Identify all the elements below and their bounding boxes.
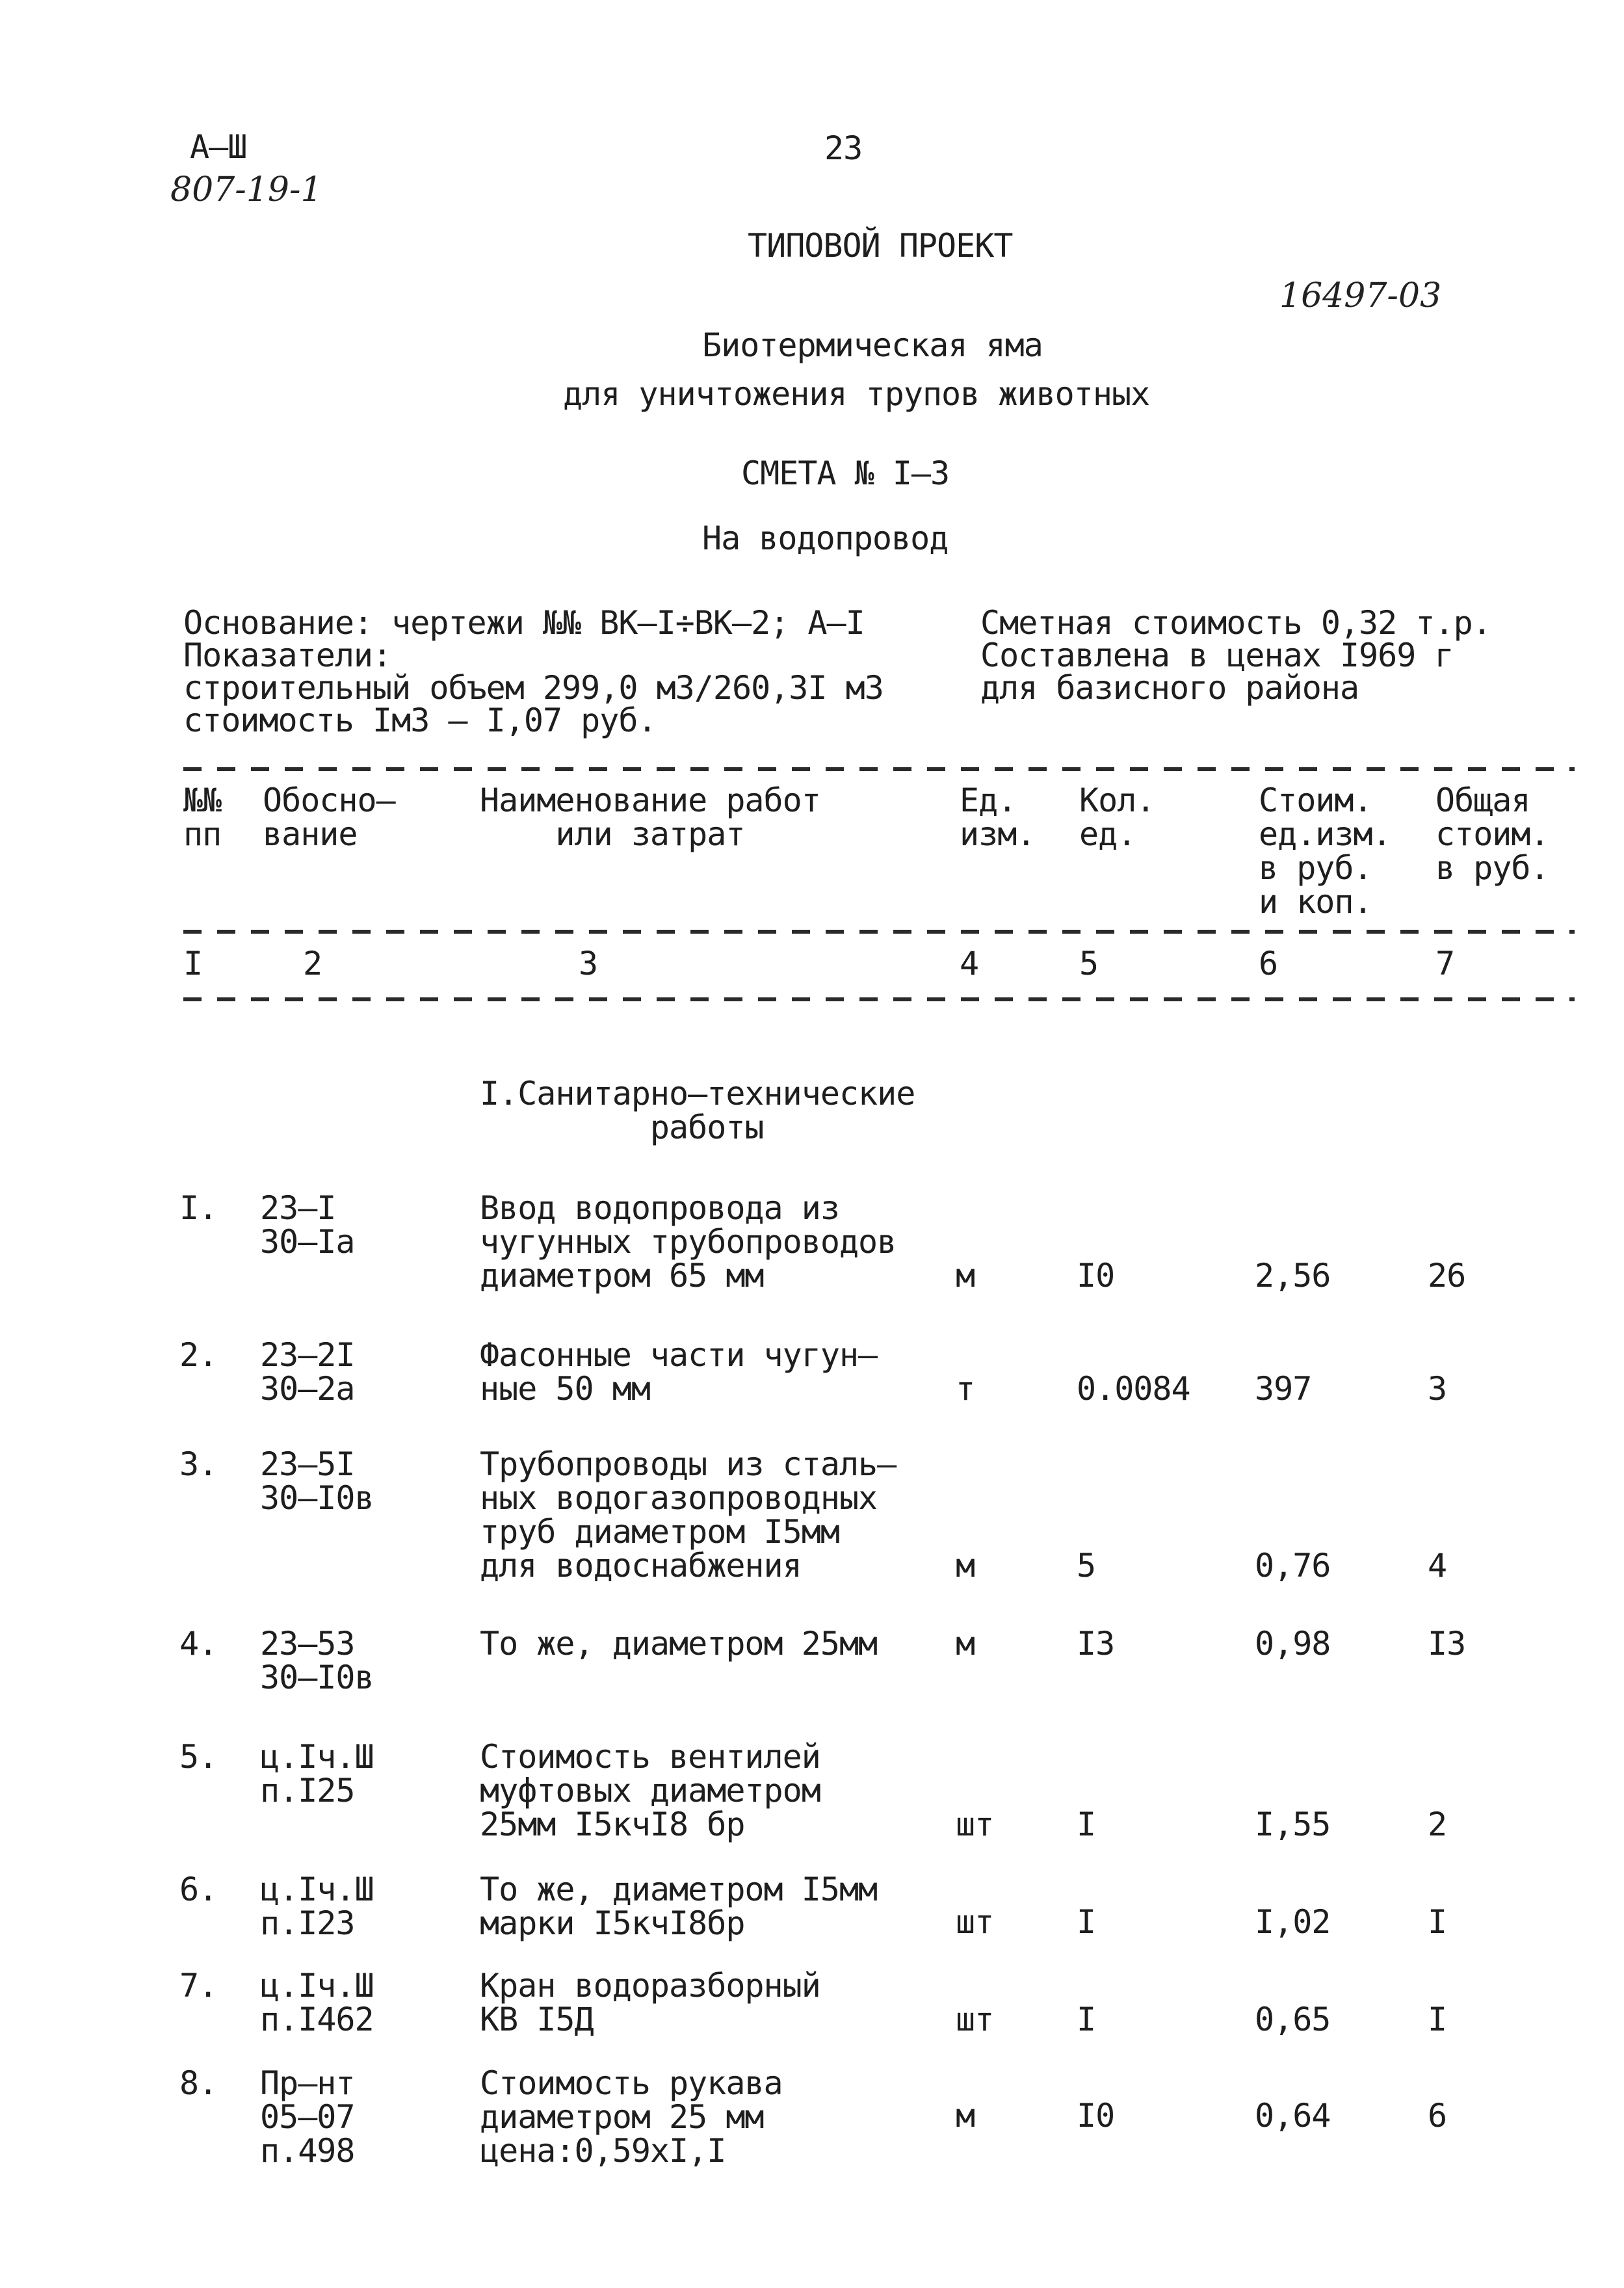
row-7-number: 7. xyxy=(179,1967,218,2005)
row-6-total: I xyxy=(1428,1903,1447,1941)
row-8-basis: Пр—нт 05—07 п.498 xyxy=(260,2064,355,2170)
row-1-total: 26 xyxy=(1428,1257,1466,1295)
row-2-basis: 23—2I 30—2а xyxy=(260,1336,355,1408)
row-6-unit: шт xyxy=(956,1903,994,1941)
table-rule-top xyxy=(183,767,1575,771)
row-6-name: То же, диаметром I5мм марки I5кчI8бр xyxy=(480,1871,878,1942)
row-7-unit: шт xyxy=(956,2001,994,2038)
project-type: ТИПОВОЙ ПРОЕКТ xyxy=(748,227,1013,265)
info-indicators: Показатели: xyxy=(183,637,392,674)
row-8-name: Стоимость рукава диаметром 25 мм цена:0,59хI,I xyxy=(480,2064,783,2170)
row-2-unit: т xyxy=(956,1370,975,1408)
row-3-qty: 5 xyxy=(1077,1547,1096,1585)
row-4-basis: 23—53 30—I0в xyxy=(260,1625,374,1696)
header-col-qty: Кол. ед. xyxy=(1079,782,1155,853)
section-title: I.Санитарно—технические работы xyxy=(480,1075,915,1146)
row-5-unit: шт xyxy=(956,1806,994,1843)
col-number-3: 3 xyxy=(579,945,598,982)
estimate-number: СМЕТА № I—3 xyxy=(741,454,950,492)
row-5-price: I,55 xyxy=(1255,1806,1331,1843)
header-col-basis: Обосно— вание xyxy=(263,782,395,853)
info-estimated-cost: Сметная стоимость 0,32 т.р. xyxy=(980,604,1491,642)
row-2-number: 2. xyxy=(179,1336,218,1374)
row-4-qty: I3 xyxy=(1077,1625,1115,1663)
row-2-price: 397 xyxy=(1255,1370,1312,1408)
header-col-unit-price: Стоим. ед.изм. в руб. и коп. xyxy=(1259,782,1391,921)
header-col-total: Общая стоим. в руб. xyxy=(1435,782,1549,887)
row-4-number: 4. xyxy=(179,1625,218,1663)
series-code: А—Ш xyxy=(190,128,247,166)
row-8-qty: I0 xyxy=(1077,2097,1115,2135)
col-number-1: I xyxy=(183,945,203,982)
row-8-total: 6 xyxy=(1428,2097,1447,2135)
info-basis: Основание: чертежи №№ ВК—I÷ВК—2; А—I xyxy=(183,604,865,642)
row-1-name: Ввод водопровода из чугунных трубопроводов диаметром 65 мм xyxy=(480,1189,897,1295)
header-col-name: Наименование работ или затрат xyxy=(480,782,820,853)
row-1-price: 2,56 xyxy=(1255,1257,1331,1295)
project-number-handwritten: 16497-03 xyxy=(1279,276,1442,315)
row-8-price: 0,64 xyxy=(1255,2097,1331,2135)
row-3-name: Трубопроводы из сталь— ных водогазопроводных труб диаметром I5мм для водоснабжения xyxy=(480,1445,897,1585)
row-5-basis: ц.Iч.Ш п.I25 xyxy=(260,1738,374,1809)
info-volume: строительный объем 299,0 м3/260,3I м3 xyxy=(183,669,884,707)
estimate-subject: На водопровод xyxy=(702,519,949,557)
row-2-name: Фасонные части чугун— ные 50 мм xyxy=(480,1336,878,1408)
header-col-unit: Ед. изм. xyxy=(960,782,1036,853)
row-5-qty: I xyxy=(1077,1806,1096,1843)
row-4-total: I3 xyxy=(1428,1625,1466,1663)
row-3-total: 4 xyxy=(1428,1547,1447,1585)
page-number: 23 xyxy=(824,129,863,167)
col-number-7: 7 xyxy=(1435,945,1455,982)
row-8-number: 8. xyxy=(179,2064,218,2102)
col-number-6: 6 xyxy=(1259,945,1278,982)
row-7-name: Кран водоразборный КВ I5Д xyxy=(480,1967,820,2038)
header-col-number: №№ пп xyxy=(183,782,222,853)
table-rule-header xyxy=(183,930,1575,934)
col-number-4: 4 xyxy=(960,945,979,982)
table-rule-numbers xyxy=(183,997,1575,1001)
row-6-price: I,02 xyxy=(1255,1903,1331,1941)
row-3-number: 3. xyxy=(179,1445,218,1483)
row-7-price: 0,65 xyxy=(1255,2001,1331,2038)
row-4-price: 0,98 xyxy=(1255,1625,1331,1663)
title-line1: Биотермическая яма xyxy=(702,326,1043,364)
info-prices: Составлена в ценах I969 г xyxy=(980,637,1454,674)
row-5-total: 2 xyxy=(1428,1806,1447,1843)
row-7-total: I xyxy=(1428,2001,1447,2038)
row-3-basis: 23—5I 30—I0в xyxy=(260,1445,374,1517)
title-line2: для уничтожения трупов животных xyxy=(563,375,1150,413)
row-6-number: 6. xyxy=(179,1871,218,1908)
row-3-unit: м xyxy=(956,1547,975,1585)
row-2-qty: 0.0084 xyxy=(1077,1370,1190,1408)
row-6-qty: I xyxy=(1077,1903,1096,1941)
series-handwritten: 807-19-1 xyxy=(170,170,322,209)
row-1-basis: 23—I 30—Iа xyxy=(260,1189,355,1261)
row-8-unit: м xyxy=(956,2097,975,2135)
row-2-total: 3 xyxy=(1428,1370,1447,1408)
row-1-unit: м xyxy=(956,1257,975,1295)
row-4-name: То же, диаметром 25мм xyxy=(480,1625,878,1663)
row-5-number: 5. xyxy=(179,1738,218,1776)
row-4-unit: м xyxy=(956,1625,975,1663)
row-1-qty: I0 xyxy=(1077,1257,1115,1295)
row-3-price: 0,76 xyxy=(1255,1547,1331,1585)
row-5-name: Стоимость вентилей муфтовых диаметром 25мм I5кчI8 бр xyxy=(480,1738,820,1843)
col-number-5: 5 xyxy=(1079,945,1099,982)
info-region: для базисного района xyxy=(980,669,1359,707)
row-7-qty: I xyxy=(1077,2001,1096,2038)
row-7-basis: ц.Iч.Ш п.I462 xyxy=(260,1967,374,2038)
row-1-number: I. xyxy=(179,1189,218,1227)
row-6-basis: ц.Iч.Ш п.I23 xyxy=(260,1871,374,1942)
col-number-2: 2 xyxy=(303,945,322,982)
info-cost-per-m3: стоимость Iм3 — I,07 руб. xyxy=(183,702,657,739)
